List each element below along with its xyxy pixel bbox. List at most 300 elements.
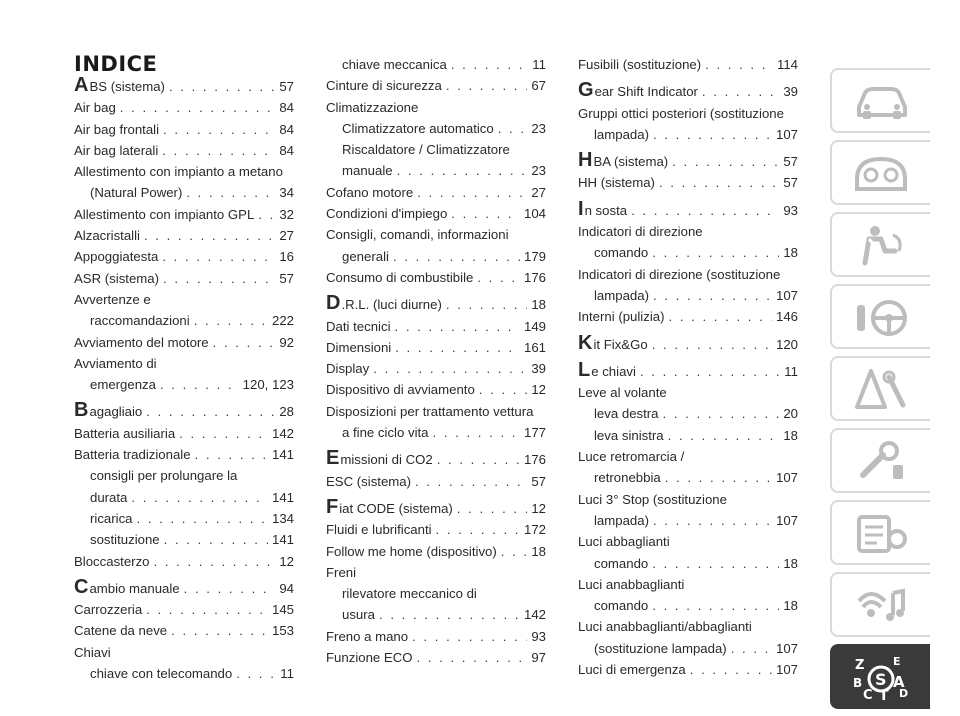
steering-wheel-icon <box>849 293 913 341</box>
dot-leader <box>194 310 268 331</box>
page-number[interactable]: 57 <box>279 79 294 94</box>
page-number[interactable]: 120 <box>775 336 798 352</box>
page-number[interactable]: 84 <box>279 142 294 158</box>
entry-label: Display <box>326 361 370 377</box>
index-entry <box>74 529 294 550</box>
initial-letter: G <box>578 79 594 102</box>
page-number[interactable]: 12 <box>279 553 294 569</box>
entry-label: leva destra <box>594 406 659 422</box>
entry-label: Avviamento di <box>74 355 157 371</box>
dot-leader <box>393 246 520 267</box>
entry-label: Indicatori di direzione <box>578 224 703 240</box>
entry-label: ESC (sistema) <box>326 473 411 489</box>
page-number[interactable]: 57 <box>279 270 294 286</box>
alphabetical-index-icon <box>849 653 913 701</box>
entry-label <box>74 575 180 599</box>
entry-label: Dispositivo di avviamento <box>326 382 475 398</box>
dot-leader <box>160 374 239 395</box>
index-entry <box>326 182 546 203</box>
index-entry <box>326 471 546 492</box>
entry-label: Fusibili (sostituzione) <box>578 57 702 72</box>
entry-label: Chiavi <box>74 644 111 660</box>
entry-label: consigli per prolungare la <box>90 468 238 484</box>
index-entry <box>326 541 546 562</box>
entry-label <box>578 151 668 172</box>
dot-leader <box>164 529 268 550</box>
entry-label: comando <box>594 555 649 571</box>
dot-leader <box>668 425 780 446</box>
dot-leader <box>690 659 772 680</box>
index-entry <box>578 103 798 124</box>
entry-label: comando <box>594 245 649 261</box>
entry-label: a fine ciclo vita <box>342 425 429 441</box>
entry-label: chiave meccanica <box>342 57 447 72</box>
dot-leader <box>395 316 520 337</box>
index-entry <box>326 267 546 288</box>
entry-label: manuale <box>342 163 393 179</box>
entry-label: sostituzione <box>90 532 160 548</box>
entry-label: (Natural Power) <box>90 185 183 201</box>
page-number[interactable]: 27 <box>531 184 546 200</box>
initial-letter: C <box>74 575 89 598</box>
entry-label-rest: BA (sistema) <box>593 154 669 170</box>
index-entry <box>578 306 798 327</box>
entry-label: Indicatori di direzione (sostituzione <box>578 266 781 282</box>
dot-leader <box>652 595 779 616</box>
index-entry <box>74 575 294 599</box>
page-number[interactable]: 57 <box>531 473 546 489</box>
entry-label: Catene da neve <box>74 623 168 639</box>
page-number[interactable]: 93 <box>783 202 798 218</box>
dot-leader <box>702 81 779 102</box>
dot-leader <box>669 306 772 327</box>
entry-label: Air bag laterali <box>74 142 159 158</box>
index-entry <box>578 489 798 510</box>
entry-label-rest: n sosta <box>584 202 628 218</box>
car-icon <box>849 77 913 125</box>
entry-label-rest: BS (sistema) <box>89 79 165 94</box>
dot-leader <box>137 508 268 529</box>
dot-leader <box>163 119 275 140</box>
index-entry <box>578 531 798 552</box>
entry-label: comando <box>594 598 649 614</box>
initial-letter: D <box>326 292 341 315</box>
page-number[interactable]: 161 <box>523 339 546 355</box>
index-title: INDICE <box>74 52 158 76</box>
page-number[interactable]: 134 <box>271 510 294 526</box>
entry-label: Air bag frontali <box>74 121 160 137</box>
entry-label: Allestimento con impianto GPL <box>74 206 255 222</box>
index-entry <box>74 182 294 203</box>
entry-label: Freni <box>326 564 357 580</box>
entry-label: Carrozzeria <box>74 602 143 618</box>
page-number[interactable]: 177 <box>523 425 546 441</box>
page-number[interactable]: 57 <box>783 154 798 170</box>
seatbelt-airbag-icon <box>849 221 913 269</box>
index-entry <box>326 379 546 400</box>
dot-leader <box>146 401 275 422</box>
tab-technical-data[interactable] <box>830 500 930 565</box>
entry-label: lampada) <box>594 126 649 142</box>
dot-leader <box>672 151 779 172</box>
dot-leader <box>451 203 520 224</box>
dot-leader <box>144 225 275 246</box>
page-number[interactable]: 107 <box>775 662 798 678</box>
page-number[interactable]: 12 <box>531 382 546 398</box>
entry-label: Dimensioni <box>326 339 392 355</box>
page-number[interactable]: 104 <box>523 206 546 222</box>
index-letter: D <box>899 686 909 700</box>
index-entry <box>578 595 798 616</box>
initial-letter: B <box>74 399 89 422</box>
index-letter: S <box>875 669 887 689</box>
page-number[interactable]: 222 <box>271 313 294 329</box>
entry-label <box>326 495 453 519</box>
entry-label: Freno a mano <box>326 628 409 644</box>
page-number[interactable]: 92 <box>279 334 294 350</box>
dot-leader <box>663 403 780 424</box>
dot-leader <box>379 604 520 625</box>
index-entry <box>326 118 546 139</box>
index-entry <box>74 599 294 620</box>
index-entry <box>74 204 294 225</box>
initial-letter: I <box>578 197 584 220</box>
index-entry <box>326 203 546 224</box>
entry-label: Interni (pulizia) <box>578 309 665 325</box>
index-letter: B <box>853 675 863 690</box>
entry-label: Alzacristalli <box>74 228 140 244</box>
tab-emergency[interactable] <box>830 356 930 421</box>
index-entry <box>326 54 546 75</box>
page-number[interactable]: 172 <box>523 522 546 538</box>
dot-leader <box>169 76 275 97</box>
entry-label: Bloccasterzo <box>74 553 150 569</box>
index-entry <box>74 310 294 331</box>
page-number[interactable]: 176 <box>523 452 546 468</box>
emergency-tools-icon <box>849 365 913 413</box>
entry-label: ricarica <box>90 510 133 526</box>
index-entry <box>326 562 546 583</box>
index-entry <box>578 331 798 355</box>
index-entry <box>74 423 294 444</box>
chapter-tabs <box>830 68 930 716</box>
page-number[interactable]: 18 <box>783 245 798 261</box>
entry-label: Batteria ausiliaria <box>74 425 176 441</box>
page-number[interactable]: 120, 123 <box>242 377 294 393</box>
tab-safety[interactable] <box>830 212 930 277</box>
tab-starting-driving[interactable] <box>830 284 930 349</box>
page-number[interactable]: 39 <box>531 361 546 377</box>
index-letter: E <box>893 654 901 668</box>
entry-label: Luce retromarcia / <box>578 449 685 465</box>
index-entry <box>578 242 798 263</box>
entry-label: durata <box>90 489 128 505</box>
dot-leader <box>154 551 276 572</box>
dot-leader <box>446 75 528 96</box>
index-entry <box>578 510 798 531</box>
entry-label: Luci 3° Stop (sostituzione <box>578 491 727 507</box>
index-letter: T <box>879 687 889 701</box>
page-number[interactable]: 153 <box>271 623 294 639</box>
page-number[interactable]: 28 <box>279 404 294 420</box>
entry-label: Luci di emergenza <box>578 662 686 678</box>
entry-label: Gruppi ottici posteriori (sostituzione <box>578 105 784 121</box>
index-entry <box>578 264 798 285</box>
index-entry <box>578 197 798 221</box>
page-number[interactable]: 97 <box>531 650 546 666</box>
dot-leader <box>433 422 520 443</box>
index-entry <box>326 647 546 668</box>
entry-label: generali <box>342 248 389 264</box>
index-column-1 <box>74 76 294 684</box>
entry-label: Climatizzatore automatico <box>342 120 494 136</box>
index-entry <box>74 401 294 422</box>
page-number[interactable]: 18 <box>783 598 798 614</box>
entry-label: lampada) <box>594 287 649 303</box>
index-entry <box>578 425 798 446</box>
index-entry <box>326 97 546 118</box>
dot-leader <box>186 182 275 203</box>
page-number[interactable]: 11 <box>784 363 798 379</box>
index-entry <box>578 124 798 145</box>
dot-leader <box>436 519 520 540</box>
entry-label: (sostituzione lampada) <box>594 640 727 656</box>
entry-label: ASR (sistema) <box>74 270 159 286</box>
dot-leader <box>412 626 527 647</box>
index-entry <box>326 224 546 245</box>
entry-label: Fluidi e lubrificanti <box>326 522 432 538</box>
page-number[interactable]: 16 <box>279 249 294 265</box>
entry-label: Air bag <box>74 100 116 116</box>
index-entry <box>74 487 294 508</box>
index-entry <box>74 663 294 684</box>
page-number[interactable]: 18 <box>783 427 798 443</box>
dot-leader <box>653 124 772 145</box>
index-entry <box>74 508 294 529</box>
entry-label: Luci anabbaglianti/abbaglianti <box>578 619 752 635</box>
index-entry <box>326 358 546 379</box>
dot-leader <box>171 620 268 641</box>
initial-letter: F <box>326 495 339 518</box>
dot-leader <box>163 268 275 289</box>
page-number[interactable]: 142 <box>523 607 546 623</box>
dot-leader <box>373 358 527 379</box>
tech-data-icon <box>849 509 913 557</box>
index-entry <box>74 444 294 465</box>
index-entry <box>326 422 546 443</box>
entry-label: Condizioni d'impiego <box>326 206 448 222</box>
entry-label <box>326 294 442 315</box>
page-number[interactable]: 23 <box>531 120 546 136</box>
page-number[interactable]: 149 <box>523 318 546 334</box>
index-entry <box>578 616 798 637</box>
dot-leader <box>652 242 779 263</box>
tab-multimedia[interactable] <box>830 572 930 637</box>
index-entry <box>74 161 294 182</box>
dot-leader <box>179 423 268 444</box>
dot-leader <box>437 449 520 470</box>
page-number[interactable]: 34 <box>279 185 294 201</box>
index-entry <box>578 172 798 193</box>
entry-label <box>578 331 648 355</box>
index-entry <box>578 81 798 102</box>
entry-label <box>74 76 165 97</box>
page-number[interactable]: 84 <box>279 100 294 116</box>
entry-label: Disposizioni per trattamento vettura <box>326 403 534 419</box>
page-number[interactable]: 27 <box>279 228 294 244</box>
dot-leader <box>477 267 520 288</box>
index-entry <box>74 119 294 140</box>
dot-leader <box>258 204 275 225</box>
dot-leader <box>705 54 773 75</box>
dot-leader <box>415 471 527 492</box>
page-number[interactable]: 107 <box>775 512 798 528</box>
entry-label <box>74 401 142 422</box>
page-number[interactable]: 107 <box>775 126 798 142</box>
index-entry <box>578 285 798 306</box>
tab-index[interactable] <box>830 644 930 709</box>
page-number[interactable]: 32 <box>279 206 294 222</box>
page-number[interactable]: 84 <box>279 121 294 137</box>
initial-letter: L <box>578 358 591 381</box>
page-number[interactable]: 11 <box>280 666 294 682</box>
index-entry <box>578 221 798 242</box>
index-entry <box>74 76 294 97</box>
page-number[interactable]: 18 <box>531 297 546 313</box>
entry-label-rest: agagliaio <box>89 404 143 420</box>
index-letter: Z <box>855 657 865 673</box>
index-entry <box>74 268 294 289</box>
dot-leader <box>120 97 276 118</box>
dot-leader <box>731 638 772 659</box>
index-entry <box>578 446 798 467</box>
dot-leader <box>195 444 268 465</box>
dot-leader <box>640 361 780 382</box>
page-number[interactable]: 142 <box>271 425 294 441</box>
entry-label-rest: ambio manuale <box>89 580 180 596</box>
index-column-3 <box>578 54 798 680</box>
entry-label: HH (sistema) <box>578 175 655 191</box>
index-entry <box>326 246 546 267</box>
dot-leader <box>236 663 276 684</box>
page-number[interactable]: 18 <box>531 543 546 559</box>
index-entry <box>578 403 798 424</box>
tab-dashboard[interactable] <box>830 140 930 205</box>
entry-label: Batteria tradizionale <box>74 447 191 463</box>
index-entry <box>326 337 546 358</box>
dot-leader <box>162 246 275 267</box>
entry-label: Avvertenze e <box>74 291 151 307</box>
page-number[interactable]: 114 <box>776 57 798 72</box>
dot-leader <box>653 285 772 306</box>
page-number[interactable]: 94 <box>279 580 294 596</box>
index-column-2 <box>326 54 546 668</box>
index-entry <box>578 358 798 382</box>
page-number[interactable]: 141 <box>271 489 294 505</box>
entry-label: Consigli, comandi, informazioni <box>326 227 509 243</box>
page-number[interactable]: 179 <box>523 248 546 264</box>
dot-leader <box>131 487 268 508</box>
index-entry <box>74 140 294 161</box>
entry-label: Leve al volante <box>578 385 667 401</box>
entry-label: Luci abbaglianti <box>578 534 670 550</box>
page-number[interactable]: 67 <box>531 78 546 94</box>
initial-letter: E <box>326 447 340 470</box>
entry-label: Allestimento con impianto a metano <box>74 164 283 180</box>
page-number[interactable]: 93 <box>531 628 546 644</box>
page-number[interactable]: 18 <box>783 555 798 571</box>
multimedia-icon <box>849 581 913 629</box>
dot-leader <box>446 294 527 315</box>
entry-label: rilevatore meccanico di <box>342 586 477 602</box>
index-letter: C <box>863 687 873 701</box>
entry-label: Luci anabbaglianti <box>578 576 685 592</box>
index-entry <box>74 97 294 118</box>
dot-leader <box>417 182 527 203</box>
tab-car[interactable] <box>830 68 930 133</box>
dot-leader <box>659 172 779 193</box>
dot-leader <box>501 541 528 562</box>
index-entry <box>326 139 546 160</box>
entry-label-rest: ear Shift Indicator <box>594 84 698 100</box>
index-entry <box>578 638 798 659</box>
page-number[interactable]: 141 <box>271 532 294 548</box>
entry-label-rest: it Fix&Go <box>593 336 648 352</box>
page-number[interactable]: 145 <box>271 602 294 618</box>
page-number[interactable]: 107 <box>775 470 798 486</box>
page-number[interactable]: 176 <box>523 269 546 285</box>
entry-label: Climatizzazione <box>326 99 419 115</box>
page-number[interactable]: 146 <box>775 309 798 325</box>
index-entry <box>74 246 294 267</box>
dot-leader <box>184 578 276 599</box>
dot-leader <box>395 337 520 358</box>
page-number[interactable]: 20 <box>783 406 798 422</box>
index-entry <box>326 495 546 519</box>
dot-leader <box>652 334 772 355</box>
entry-label-rest: .R.L. (luci diurne) <box>341 297 442 313</box>
page-number[interactable]: 57 <box>783 175 798 191</box>
entry-label <box>578 358 636 382</box>
page-number[interactable]: 107 <box>775 640 798 656</box>
index-entry <box>578 659 798 680</box>
tab-maintenance[interactable] <box>830 428 930 493</box>
page-number[interactable]: 141 <box>271 447 294 463</box>
index-entry <box>578 54 798 75</box>
index-letter: A <box>893 672 905 691</box>
page-number[interactable]: 107 <box>775 287 798 303</box>
entry-label: Riscaldatore / Climatizzatore <box>342 142 510 158</box>
entry-label: retronebbia <box>594 470 661 486</box>
index-entry <box>326 449 546 470</box>
page-number[interactable]: 23 <box>531 163 546 179</box>
index-entry <box>578 553 798 574</box>
index-entry <box>578 574 798 595</box>
index-entry <box>74 225 294 246</box>
index-entry <box>74 465 294 486</box>
dot-leader <box>397 160 528 181</box>
entry-label: Funzione ECO <box>326 650 413 666</box>
entry-label: Cinture di sicurezza <box>326 78 442 94</box>
entry-label: emergenza <box>90 377 156 393</box>
index-entry <box>326 583 546 604</box>
page-number[interactable]: 39 <box>783 84 798 100</box>
entry-label-rest: missioni di CO2 <box>340 452 433 468</box>
page-number[interactable]: 11 <box>532 57 546 72</box>
dot-leader <box>417 647 528 668</box>
entry-label: Follow me home (dispositivo) <box>326 543 497 559</box>
page-number[interactable]: 12 <box>531 500 546 516</box>
